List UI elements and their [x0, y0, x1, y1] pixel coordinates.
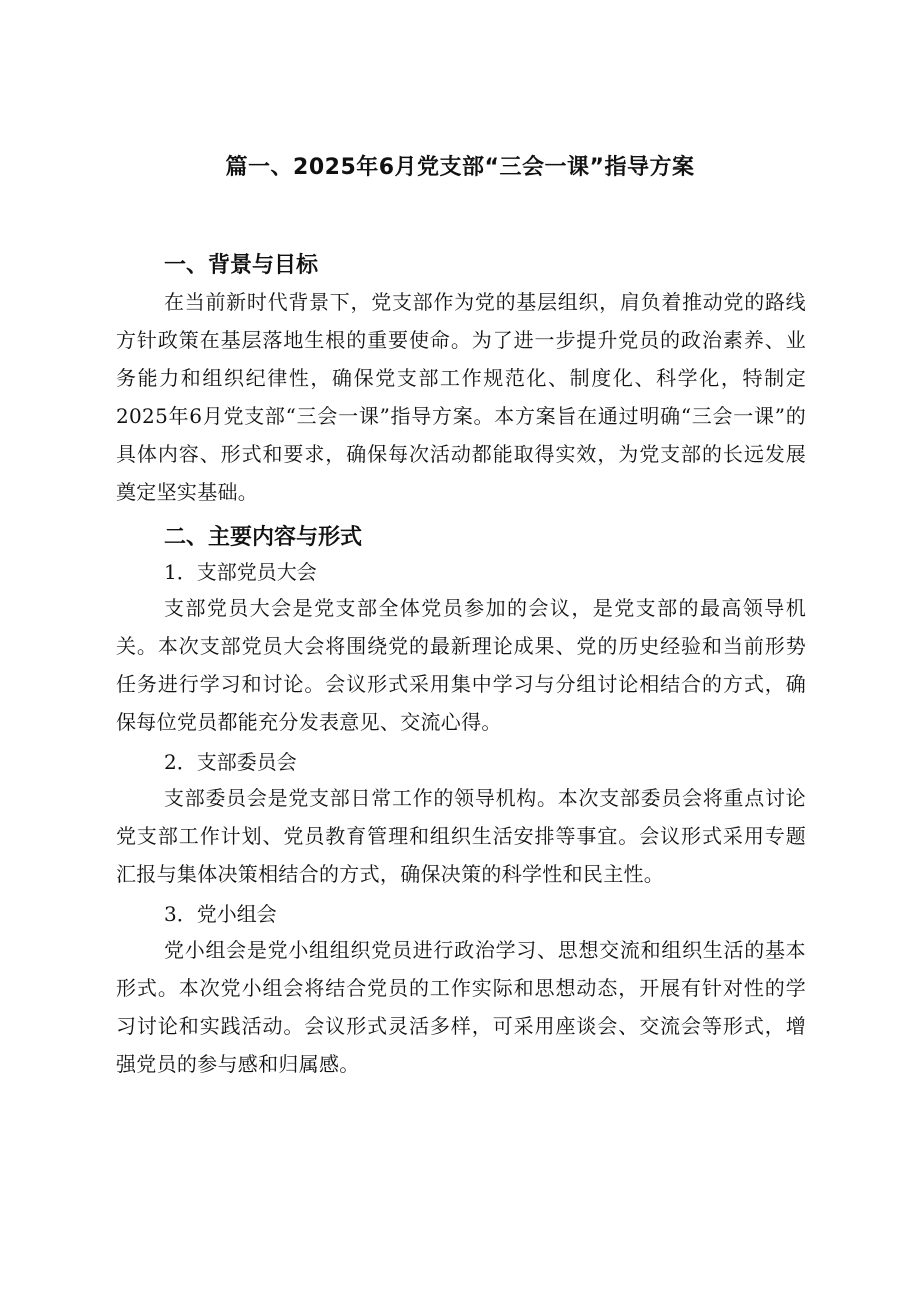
- section-heading-content: 二、主要内容与形式: [164, 525, 363, 550]
- subsection-paragraph-branch-committee: 支部委员会是党支部日常工作的领导机构。本次支部委员会将重点讨论党支部工作计划、党员教育管理和组织生活安排等事宜。会议形式采用专题汇报与集体决策相结合的方式，确保决策的科学性和民主性。: [116, 786, 806, 886]
- subsection-heading-party-congress: 1．支部党员大会: [164, 560, 317, 584]
- document-body: [116, 249, 806, 1083]
- document-title: 篇一、2025年6月党支部“三会一课”指导方案: [225, 155, 695, 180]
- subsection-paragraph-party-group: 党小组会是党小组组织党员进行政治学习、思想交流和组织生活的基本形式。本次党小组会将结合党员的工作实际和思想动态，开展有针对性的学习讨论和实践活动。会议形式灵活多样，可采用座谈会、交流会等形式，增强党员的参与感和归属感。: [116, 938, 806, 1076]
- subsection-heading-branch-committee: 2．支部委员会: [164, 750, 297, 774]
- subsection-paragraph-party-congress: 支部党员大会是党支部全体党员参加的会议，是党支部的最高领导机关。本次支部党员大会将围绕党的最新理论成果、党的历史经验和当前形势任务进行学习和讨论。会议形式采用集中学习与分组讨论相结合的方式，确保每位党员都能充分发表意见、交流心得。: [116, 596, 806, 734]
- section-paragraph-background: 在当前新时代背景下，党支部作为党的基层组织，肩负着推动党的路线方针政策在基层落地生根的重要使命。为了进一步提升党员的政治素养、业务能力和组织纪律性，确保党支部工作规范化、制度化、科学化，特制定2025年6月党支部“三会一课”指导方案。本方案旨在通过明确“三会一课”的具体内容、形式和要求，确保每次活动都能取得实效，为党支部的长远发展奠定坚实基础。: [116, 290, 806, 504]
- section-heading-background: 一、背景与目标: [164, 253, 319, 278]
- subsection-heading-party-group: 3．党小组会: [164, 902, 277, 926]
